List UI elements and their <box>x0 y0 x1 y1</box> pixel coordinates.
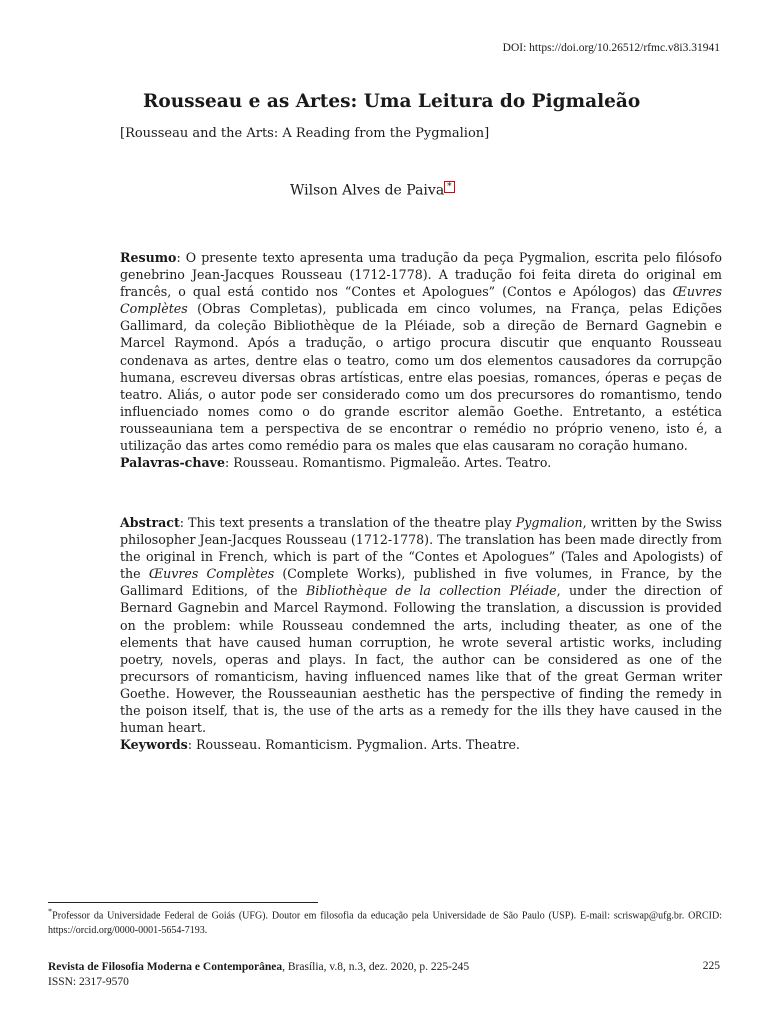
resumo-text-1: : O presente texto apresenta uma tradução da peça Pygmalion, escrita pelo filósofo genebrino Jean-Jacques Rousseau (1712-1778). A tradução foi feita direta do original em francês, o qual está contido nos “Contes et Apologues” (Contos e Apólogos) das <box>120 250 722 300</box>
resumo-label: Resumo <box>120 250 177 265</box>
abstract-paragraph <box>120 514 722 736</box>
journal-citation: , Brasília, v.8, n.3, dez. 2020, p. 225-245 <box>282 961 470 973</box>
author-footnote-link[interactable]: * <box>444 181 455 193</box>
resumo-keywords-text: : Rousseau. Romantismo. Pigmaleão. Artes. Teatro. <box>224 455 552 471</box>
article-subtitle: [Rousseau and the Arts: A Reading from the Pygmalion] <box>120 126 490 141</box>
abstract-italic-3: Bibliothèque de la collection Pléiade <box>305 583 557 599</box>
author-name: Wilson Alves de Paiva <box>290 182 445 199</box>
resumo-keywords <box>120 454 722 471</box>
abstract-section <box>120 514 722 753</box>
abstract-text-2: , written by the Swiss philosopher Jean-Jacques Rousseau (1712-1778). The translation has been made directly from the original in French, which is part of the “Contes et Apologues” (Tales and Apologists) of the <box>120 515 722 582</box>
article-title: Rousseau e as Artes: Uma Leitura do Pigmaleão <box>143 91 641 112</box>
resumo-italic-1: Œuvres Complètes <box>120 284 722 317</box>
abstract-italic-1: Pygmalion <box>515 515 583 530</box>
resumo-text-2: (Obras Completas), publicada em cinco volumes, na França, pelas Edições Gallimard, da coleção Bibliothèque de la Pléiade, sob a direção de Bernard Gagnebin e Marcel Raymond. Após a tradução, o artigo procura discutir que enquanto Rousseau condenava as artes, dentre elas o teatro, como um dos elementos causadores da corrupção humana, escreveu diversas obras artísticas, entre elas poesias, romances, óperas e peças de teatro. Aliás, o autor pode ser considerado como um dos precursores do romantismo, tendo influenciado nomes como o do grande escritor alemão Goethe. Entretanto, a estética rousseauniana tem a perspectiva de se encontrar o remédio no próprio veneno, isto é, a utilização das artes como remédio para os males que elas causaram no coração humano. <box>120 301 722 454</box>
doi-link[interactable]: DOI: https://doi.org/10.26512/rfmc.v8i3.31941 <box>502 42 720 54</box>
resumo-paragraph <box>120 249 722 454</box>
journal-name: Revista de Filosofia Moderna e Contemporânea <box>48 961 283 973</box>
journal-issn: ISSN: 2317-9570 <box>48 976 129 988</box>
abstract-text-4: , under the direction of Bernard Gagnebin and Marcel Raymond. Following the translation, a discussion is provided on the problem: while Rousseau condemned the arts, including theater, as one of the elements that have caused human corruption, he wrote several artistic works, including poetry, novels, operas and plays. In fact, the author can be considered as one of the precursors of romanticism, having influenced names like that of the great German writer Goethe. However, the Rousseaunian aesthetic has the perspective of finding the remedy in the poison itself, that is, the use of the arts as a remedy for the ills they have caused in the human heart. <box>120 583 722 736</box>
author-footnote <box>48 904 722 938</box>
journal-footer <box>48 960 469 990</box>
footnote-divider <box>48 902 318 903</box>
abstract-keywords-label: Keywords <box>120 737 188 753</box>
footnote-text: Professor da Universidade Federal de Goiás (UFG). Doutor em filosofia da educação pela Universidade de São Paulo (USP). E-mail: scriswap@ufg.br. ORCID: https://orcid.org/0000-0001-5654-7193. <box>48 910 722 937</box>
footnote-mark: * <box>48 907 53 916</box>
resumo-section <box>120 249 722 471</box>
abstract-italic-2: Œuvres Complètes <box>148 566 275 582</box>
author-line <box>290 182 455 199</box>
abstract-keywords-text: : Rousseau. Romanticism. Pygmalion. Arts. Theatre. <box>187 737 520 753</box>
abstract-text-3: (Complete Works), published in five volumes, in France, by the Gallimard Editions, of the <box>120 566 722 599</box>
abstract-text-1: : This text presents a translation of the theatre play <box>179 515 516 530</box>
abstract-label: Abstract <box>120 515 180 530</box>
page-number: 225 <box>702 960 720 972</box>
abstract-keywords <box>120 736 722 753</box>
resumo-keywords-label: Palavras-chave <box>120 455 225 471</box>
